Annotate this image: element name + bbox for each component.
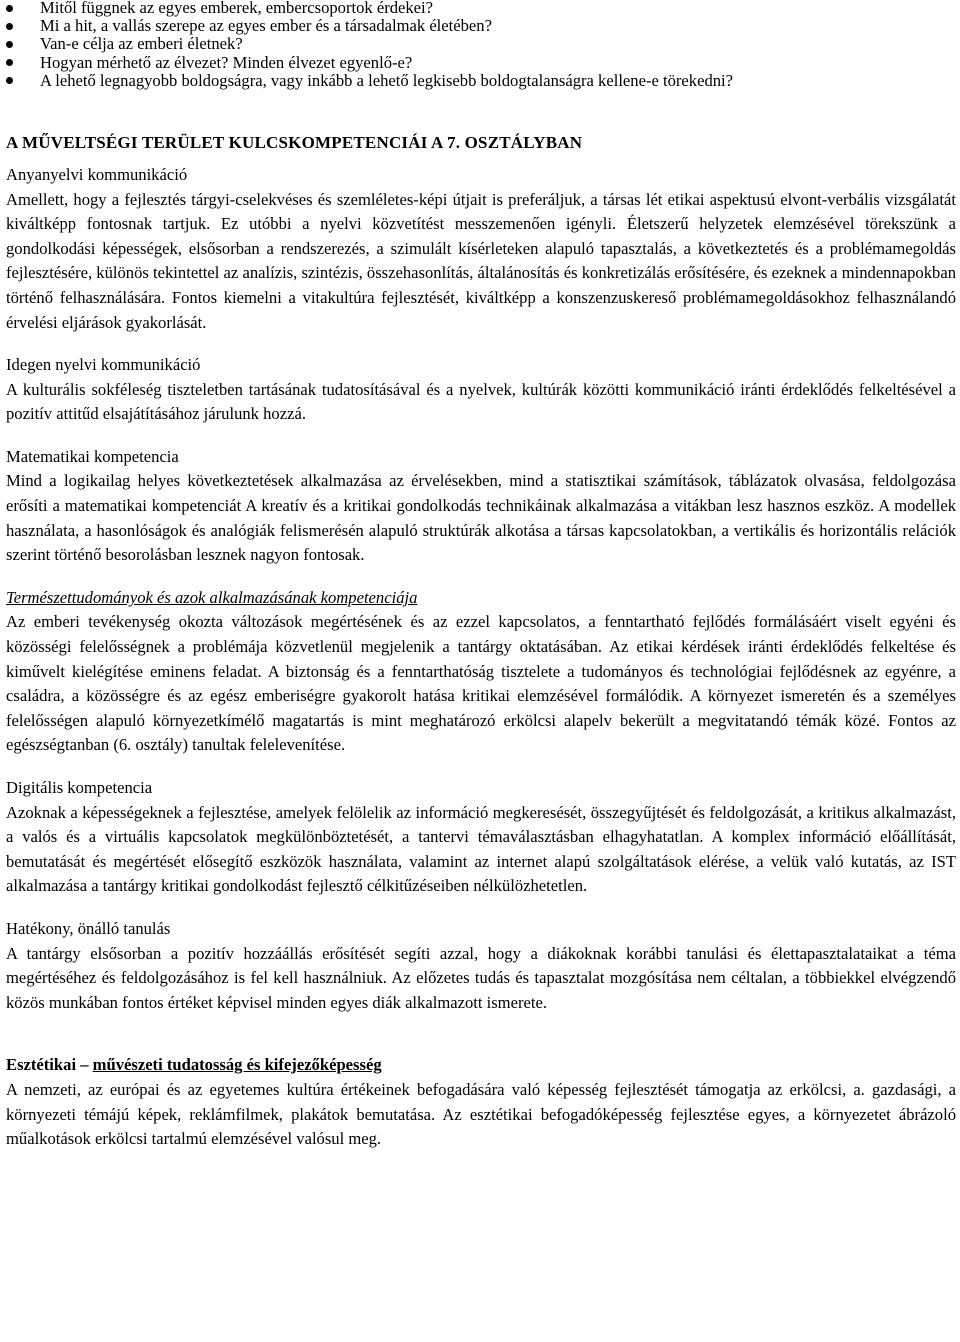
section-title: Anyanyelvi kommunikáció — [6, 164, 188, 184]
section-title: Hatékony, önálló tanulás — [6, 918, 171, 938]
bullet-icon — [6, 59, 13, 66]
section-text: A kulturális sokféleség tiszteletben tartásának tudatosításával és a nyelvek, kultúrák közötti kommunikáció iránti érdeklődés felkeltésével a pozitív attitűd elsajátításához járulunk hozzá. — [6, 379, 956, 424]
section-title-part: Esztétikai – — [6, 1055, 93, 1075]
bullet-icon — [6, 41, 13, 48]
list-item-text: Hogyan mérhető az élvezet? Minden élvezet egyenlő-e? — [40, 52, 413, 72]
section-text: A nemzeti, az európai és az egyetemes kultúra értékeinek befogadására való képesség fejlesztését támogatja az erkölcsi, a. gazdasági, a környezeti témájú képek, reklámfilmek, plakátok bemutatása. Az esztétikai befogadóképesség fejlesztése egyes, a környezetet ábrázoló műalkotások erkölcsi tartalmú elemzésével valósul meg. — [6, 1079, 956, 1149]
bullet-icon — [6, 5, 13, 12]
section-text: Az emberi tevékenység okozta változások megértésének és az ezzel kapcsolatos, a fenntartható fejlődés formálásáért viselt egyéni és közösségi felelősségnek a problémája közvetlenül megjelenik a tantárgy oktatásában. Az etikai kérdések iránti érdeklődés felkeltése és kiművelt kielégítése eminens feladat. A biztonság és a fenntarthatóság tisztelete a tudományos és technológiai fejlődésnek az egyénre, a családra, a közösségre és az egész emberiségre gyakorolt hatása kritikai elemzésével formálódik. A környezet ismeretén és a személyes felelősségen alapuló környezetkímélő magatartás is mint meghatározó erkölcsi alapelv bekerült a megvitatandó témák közé. Fontos az egészségtanban (6. osztály) tanultak felelevenítése. — [6, 612, 956, 755]
section-title — [6, 1053, 956, 1078]
section-text: Amellett, hogy a fejlesztés tárgyi-cselekvéses és szemléletes-képi útjait is preferáljuk, a társas lét etikai aspektusú elvont-verbális vizsgálatát kiváltképp fontosnak tartjuk. Ez utóbbi a nyelvi közvetítést messzemenően igényli. Életszerű helyzetek elemzésével törekszünk a gondolkodási képességek, elsősorban a rendszerezés, a szimulált kísérleteken alapuló tapasztalás, a következtetés és a problémamegoldás fejlesztésére, különös tekintettel az analízis, szintézis, összehasonlítás, általánosítás és konkretizálás erősítésére, és ezeknek a mindennapokban történő felhasználására. Fontos kiemelni a vitakultúra fejlesztését, kiváltképp a konszenzuskereső problémamegoldásokhoz felhasználandó érvelési eljárások gyakorlását. — [6, 189, 956, 332]
section-text: Mind a logikailag helyes következtetések alkalmazása az érvelésekben, mind a statisztikai számítások, táblázatok olvasása, feldolgozása erősíti a matematikai kompetenciát A kreatív és a kritikai gondolkodás technikáinak alkalmazása a vitákban lesz hasznos eszköz. A modellek használata, a hasonlóságok és analógiák felismerésén alapuló struktúrák alkotása a társas kapcsolatokban, a vertikális és horizontális relációk szerint történő besorolásban lesznek nagyon fontosak. — [6, 471, 956, 565]
document-page — [6, 0, 956, 1152]
section-title: Digitális kompetencia — [6, 778, 153, 797]
section-esztetikai — [6, 1053, 956, 1151]
section-title-underlined: művészeti tudatosság és kifejezőképesség — [92, 1055, 382, 1075]
list-item-text: Van-e célja az emberi életnek? — [40, 34, 243, 54]
list-item-text: Mitől függnek az egyes emberek, embercsoportok érdekei? — [40, 0, 434, 17]
list-item-text: A lehető legnagyobb boldogságra, vagy inkább a lehető legkisebb boldogtalanságra kellene-e törekedni? — [40, 70, 734, 90]
section-digitalis — [6, 776, 956, 899]
section-matematikai — [6, 445, 956, 568]
section-text: Azoknak a képességeknek a fejlesztése, amelyek felölelik az információ megkeresését, összegyűjtését és feldolgozását, a kritikus alkalmazást, a valós és a virtuális kapcsolatok megkülönböztetését, a tantervi témaválasztásban elhagyhatatlan. A komplex információ előállítását, bemutatását és megértését elősegítő eszközök használata, valamint az internet alapú szolgáltatások elérése, a velük való kutatás, az IST alkalmazása a tantárgy kritikai gondolkodást fejlesztő célkitűzéseiben nélkülözhetetlen. — [6, 802, 956, 896]
list-item-text: Mi a hit, a vallás szerepe az egyes ember és a társadalmak életében? — [40, 16, 492, 36]
section-text: A tantárgy elsősorban a pozitív hozzáállás erősítését segíti azzal, hogy a diákoknak korábbi tanulási és élettapasztalataikat a téma megértéséhez és feldolgozásához is fel kell használniuk. Az előzetes tudás és tapasztalat mozgósítása nem céltalan, a többiekkel elvégzendő közös munkában fontos értéket képvisel minden egyes diák alkalmazott ismerete. — [6, 943, 956, 1012]
section-anyanyelvi — [6, 163, 956, 335]
question-list — [6, 0, 956, 93]
section-idegen-nyelvi — [6, 353, 956, 427]
list-item — [6, 69, 956, 93]
main-heading: A MŰVELTSÉGI TERÜLET KULCSKOMPETENCIÁI A 7. OSZTÁLYBAN — [6, 132, 583, 152]
section-hatekony-tanulas — [6, 917, 956, 1015]
bullet-icon — [6, 23, 13, 30]
section-title: Idegen nyelvi kommunikáció — [6, 355, 201, 375]
section-title: Természettudományok és azok alkalmazásának kompetenciája — [6, 587, 418, 607]
section-termeszettudomanyok — [6, 586, 956, 758]
section-title: Matematikai kompetencia — [6, 446, 179, 466]
bullet-icon — [6, 77, 13, 84]
